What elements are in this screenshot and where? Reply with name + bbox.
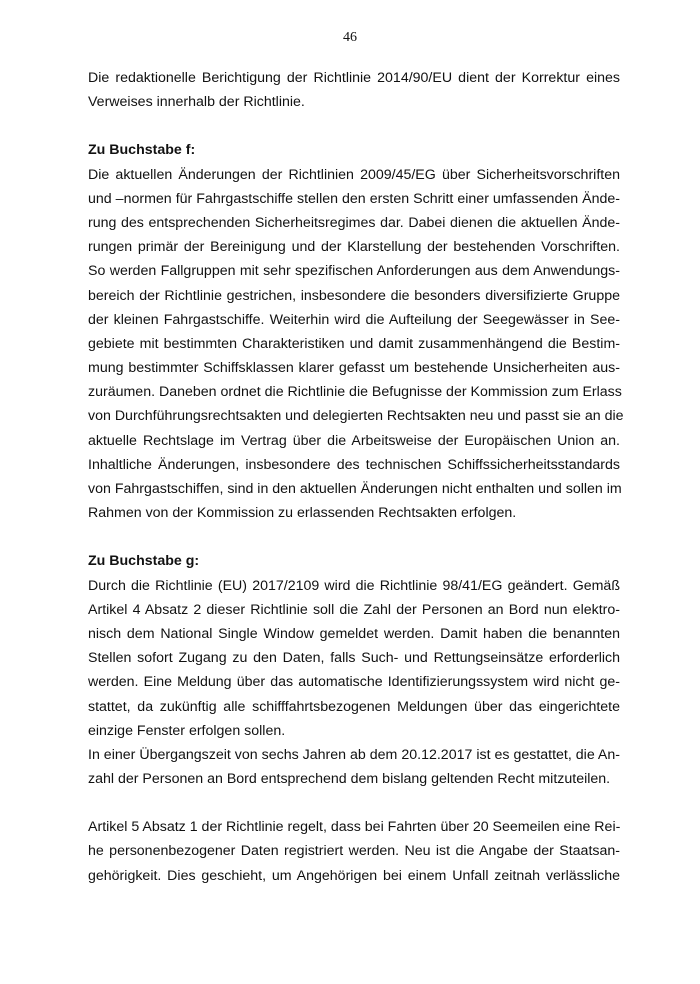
paragraph-gap xyxy=(88,114,620,138)
text-line: rungen primär der Bereinigung und der Klarstellung der bestehenden Vorschriften. xyxy=(88,239,620,256)
paragraph-correction xyxy=(88,66,620,114)
heading-buchstabe-g: Zu Buchstabe g: xyxy=(88,553,200,570)
text-line: der kleinen Fahrgastschiffe. Weiterhin wird die Aufteilung der Seegewässer in See- xyxy=(88,311,620,328)
text-line: Stellen sofort Zugang zu den Daten, falls Such- und Rettungseinsätze erforderlich xyxy=(88,650,620,667)
paragraph-buchstabe-f xyxy=(88,163,624,526)
text-line: Durch die Richtlinie (EU) 2017/2109 wird die Richtlinie 98/41/EG geändert. Gemäß xyxy=(88,577,620,594)
paragraph-buchstabe-g xyxy=(88,574,620,743)
text-line: von Durchführungsrechtsakten und delegierten Rechtsakten neu und passt sie an die xyxy=(88,408,624,425)
text-line: bereich der Richtlinie gestrichen, insbesondere die besonders diversifizierte Gruppe xyxy=(88,287,620,304)
text-line: zuräumen. Daneben ordnet die Richtlinie die Befugnisse der Kommission zum Erlass xyxy=(88,384,622,401)
text-line: gehörigkeit. Dies geschieht, um Angehörigen bei einem Unfall zeitnah verlässliche xyxy=(88,867,620,884)
document-body xyxy=(88,66,624,888)
text-line: So werden Fallgruppen mit sehr spezifischen Anforderungen aus dem Anwendungs- xyxy=(88,263,620,280)
text-line: Artikel 4 Absatz 2 dieser Richtlinie soll die Zahl der Personen an Bord nun elektro- xyxy=(88,601,620,618)
text-line: aktuelle Rechtslage im Vertrag über die Arbeitsweise der Europäischen Union an. xyxy=(88,432,620,449)
text-line: einzige Fenster erfolgen sollen. xyxy=(88,722,286,739)
text-line: In einer Übergangszeit von sechs Jahren ab dem 20.12.2017 ist es gestattet, die An- xyxy=(88,746,620,763)
text-line: stattet, da zukünftig alle schifffahrtsbezogenen Meldungen über das eingerichtete xyxy=(88,698,620,715)
text-line: Rahmen von der Kommission zu erlassenden Rechtsakten erfolgen. xyxy=(88,505,517,522)
heading-buchstabe-f: Zu Buchstabe f: xyxy=(88,142,196,159)
text-line: Verweises innerhalb der Richtlinie. xyxy=(88,94,305,111)
page-number: 46 xyxy=(343,30,357,45)
paragraph-gap xyxy=(88,525,620,549)
text-line: Artikel 5 Absatz 1 der Richtlinie regelt, dass bei Fahrten über 20 Seemeilen eine Rei- xyxy=(88,819,621,836)
paragraph-artikel-5 xyxy=(88,815,620,888)
text-line: Die redaktionelle Berichtigung der Richtlinie 2014/90/EU dient der Korrektur eines xyxy=(88,70,620,86)
text-line: Die aktuellen Änderungen der Richtlinien 2009/45/EG über Sicherheitsvorschriften xyxy=(88,166,620,183)
paragraph-transition-period xyxy=(88,743,620,791)
text-line: zahl der Personen an Bord entsprechend dem bislang geltenden Recht mitzuteilen. xyxy=(88,771,611,788)
text-line: he personenbezogener Daten registriert werden. Neu ist die Angabe der Staatsan- xyxy=(88,843,620,860)
text-line: werden. Eine Meldung über das automatische Identifizierungssystem wird nicht ge- xyxy=(88,674,620,691)
text-line: mung bestimmter Schiffsklassen klarer gefasst um bestehende Unsicherheiten aus- xyxy=(88,360,620,377)
text-line: nisch dem National Single Window gemeldet werden. Damit haben die benannten xyxy=(88,625,620,642)
text-line: von Fahrgastschiffen, sind in den aktuellen Änderungen nicht enthalten und sollen im xyxy=(88,481,622,497)
text-line: und –normen für Fahrgastschiffe stellen den ersten Schritt einer umfassenden Ände- xyxy=(88,190,620,207)
text-line: gebiete mit bestimmten Charakteristiken und damit zusammenhängend die Bestim- xyxy=(88,335,620,352)
paragraph-gap xyxy=(88,791,620,815)
text-line: Inhaltliche Änderungen, insbesondere des technischen Schiffssicherheitsstandards xyxy=(88,456,620,473)
text-line: rung des entsprechenden Sicherheitsregimes dar. Dabei dienen die aktuellen Ände- xyxy=(88,214,620,231)
